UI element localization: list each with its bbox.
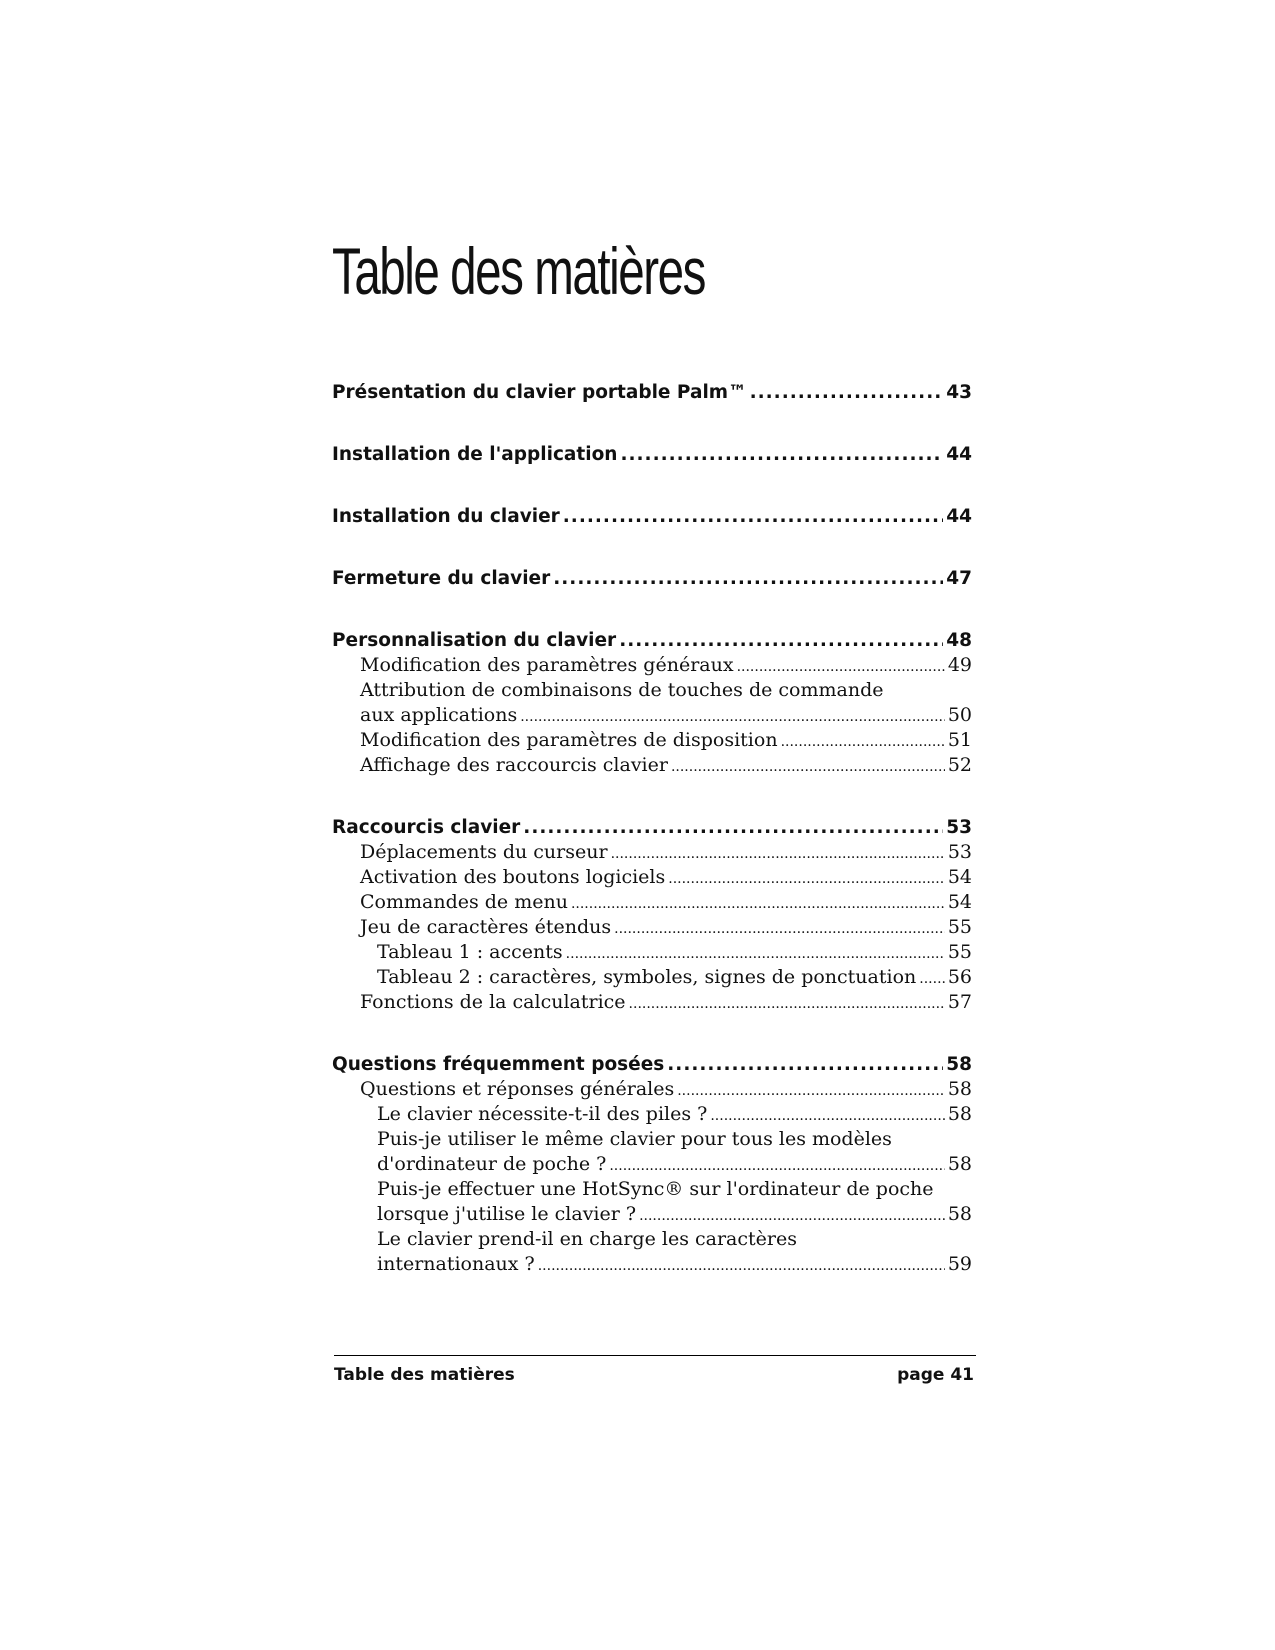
toc-subentry[interactable]: [332, 753, 972, 778]
toc-entry-title: Modification des paramètres généraux: [360, 654, 734, 676]
toc-subsubentry[interactable]: [332, 1202, 972, 1227]
toc-subentry[interactable]: [332, 890, 972, 915]
toc-entry-title: Le clavier nécessite-t-il des piles ?: [377, 1103, 708, 1125]
toc-page-number: 58: [947, 1103, 972, 1125]
toc-subentry[interactable]: [332, 990, 972, 1015]
dot-leader: [520, 705, 945, 730]
toc-page-number: 56: [947, 966, 972, 988]
dot-leader: [553, 566, 943, 591]
toc-page-number: 55: [947, 916, 972, 938]
toc-section: [332, 1052, 972, 1277]
toc-entry-title: Installation du clavier: [332, 506, 560, 527]
toc-entry-fermeture[interactable]: [332, 566, 972, 591]
toc-entry-title: Questions fréquemment posées: [332, 1054, 665, 1075]
dot-leader: [919, 967, 945, 992]
toc-subentry[interactable]: [332, 653, 972, 678]
dot-leader: [629, 992, 945, 1017]
toc-page-number: 58: [947, 1203, 972, 1225]
toc-page-number: 43: [946, 382, 972, 403]
toc-page-number: 49: [947, 654, 972, 676]
toc-subentry[interactable]: [332, 703, 972, 728]
toc-page-number: 48: [946, 630, 972, 651]
toc-entry-title: Affichage des raccourcis clavier: [360, 754, 668, 776]
toc-section: [332, 815, 972, 1015]
toc-page-number: 53: [947, 841, 972, 863]
toc-entry-title: Raccourcis clavier: [332, 817, 521, 838]
dot-leader: [614, 917, 945, 942]
toc-subsubentry-first-line[interactable]: Le clavier prend-il en charge les caractères: [377, 1228, 797, 1250]
toc-page-number: 54: [947, 866, 972, 888]
toc-page-number: 54: [947, 891, 972, 913]
toc-entry-title: internationaux ?: [377, 1253, 535, 1275]
toc-page-number: 57: [947, 991, 972, 1013]
footer-chapter-title: Table des matières: [334, 1365, 515, 1385]
toc-subsubentry[interactable]: [332, 1152, 972, 1177]
toc-page-number: 50: [947, 704, 972, 726]
dot-leader: [619, 628, 943, 653]
dot-leader: [781, 730, 945, 755]
toc-page-number: 58: [947, 1078, 972, 1100]
toc-subentry[interactable]: [332, 840, 972, 865]
toc-subsubentry-first-line[interactable]: Puis-je effectuer une HotSync® sur l'ordinateur de poche: [377, 1178, 934, 1200]
toc-entry-title: Personnalisation du clavier: [332, 630, 617, 651]
toc-entry-title: Fermeture du clavier: [332, 568, 551, 589]
dot-leader: [566, 942, 945, 967]
dot-leader: [611, 842, 945, 867]
dot-leader: [571, 892, 945, 917]
footer-divider: [334, 1355, 976, 1356]
toc-entry-raccourcis[interactable]: [332, 815, 972, 840]
toc-subentry[interactable]: [332, 865, 972, 890]
dot-leader: [609, 1154, 944, 1179]
toc-subentry[interactable]: [332, 728, 972, 753]
toc-entry-title: Déplacements du curseur: [360, 841, 608, 863]
toc-entry-title: Questions et réponses générales: [360, 1078, 675, 1100]
footer-page-number: page 41: [897, 1365, 974, 1385]
toc-page-number: 47: [946, 568, 972, 589]
toc-entry-title: aux applications: [360, 704, 518, 726]
toc-entry-installation-application[interactable]: [332, 442, 972, 467]
toc-page-number: 58: [947, 1153, 972, 1175]
dot-leader: [677, 1079, 945, 1104]
toc-subentry-first-line[interactable]: Attribution de combinaisons de touches de commande: [360, 679, 884, 701]
toc-entry-title: Fonctions de la calculatrice: [360, 991, 626, 1013]
dot-leader: [563, 504, 943, 529]
toc-page-number: 44: [946, 506, 972, 527]
toc-entry-title: d'ordinateur de poche ?: [377, 1153, 607, 1175]
toc-subentry[interactable]: [332, 915, 972, 940]
toc-entry-presentation[interactable]: [332, 380, 972, 405]
toc-entry-title: Jeu de caractères étendus: [360, 916, 612, 938]
toc-section: [332, 504, 972, 529]
toc-page-number: 55: [947, 941, 972, 963]
dot-leader: [538, 1254, 945, 1279]
toc-entry-title: Activation des boutons logiciels: [360, 866, 666, 888]
toc-entry-faq[interactable]: [332, 1052, 972, 1077]
toc-entry-title: Commandes de menu: [360, 891, 568, 913]
toc-page-number: 53: [946, 817, 972, 838]
dot-leader: [639, 1204, 945, 1229]
dot-leader: [710, 1104, 944, 1129]
toc-entry-title: Installation de l'application: [332, 444, 618, 465]
toc-subsubentry[interactable]: [332, 940, 972, 965]
dot-leader: [667, 1052, 943, 1077]
toc-entry-title: Modification des paramètres de disposition: [360, 729, 778, 751]
dot-leader: [671, 755, 945, 780]
toc-subentry[interactable]: [332, 1077, 972, 1102]
toc-entry-installation-clavier[interactable]: [332, 504, 972, 529]
toc-page-number: 44: [946, 444, 972, 465]
dot-leader: [523, 815, 943, 840]
dot-leader: [750, 380, 944, 405]
toc-page-number: 52: [947, 754, 972, 776]
table-of-contents: [332, 380, 972, 1314]
toc-entry-title: lorsque j'utilise le clavier ?: [377, 1203, 637, 1225]
dot-leader: [620, 442, 943, 467]
toc-section: [332, 442, 972, 467]
dot-leader: [668, 867, 945, 892]
toc-section: [332, 628, 972, 778]
dot-leader: [737, 655, 945, 680]
toc-entry-personnalisation[interactable]: [332, 628, 972, 653]
toc-page-number: 51: [947, 729, 972, 751]
toc-section: [332, 566, 972, 591]
toc-entry-title: Tableau 2 : caractères, symboles, signes de ponctuation: [377, 966, 917, 988]
toc-subsubentry-first-line[interactable]: Puis-je utiliser le même clavier pour tous les modèles: [377, 1128, 892, 1150]
toc-entry-title: Tableau 1 : accents: [377, 941, 563, 963]
toc-page-number: 59: [947, 1253, 972, 1275]
toc-entry-title: Présentation du clavier portable Palm™: [332, 382, 747, 403]
toc-page-number: 58: [946, 1054, 972, 1075]
toc-subsubentry[interactable]: [332, 1102, 972, 1127]
toc-subsubentry[interactable]: [332, 1252, 972, 1277]
toc-subsubentry[interactable]: [332, 965, 972, 990]
page-title: Table des matières: [332, 234, 705, 308]
toc-section: [332, 380, 972, 405]
